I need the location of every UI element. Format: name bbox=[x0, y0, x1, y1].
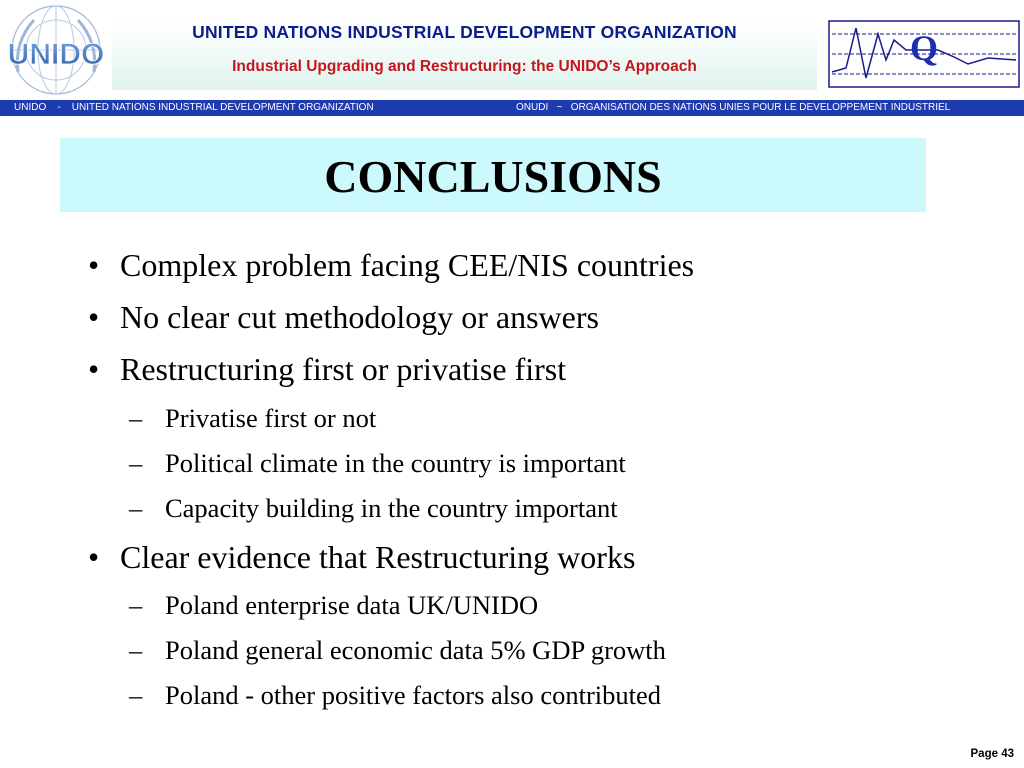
sub-bullet-text: Political climate in the country is important bbox=[165, 448, 626, 478]
bullet-text: No clear cut methodology or answers bbox=[120, 299, 599, 335]
sub-bullet-mark: – bbox=[129, 493, 143, 523]
organization-title: UNITED NATIONS INDUSTRIAL DEVELOPMENT ORGANIZATION bbox=[192, 22, 737, 42]
unido-logo-text: UNIDO bbox=[7, 38, 105, 71]
sub-bullet-text: Poland - other positive factors also contributed bbox=[165, 680, 662, 710]
sub-bullet-item bbox=[129, 403, 376, 434]
page-number: Page 43 bbox=[970, 748, 1014, 760]
bullet-mark: • bbox=[88, 247, 100, 283]
band-text-french: ONUDI ~ ORGANISATION DES NATIONS UNIES POUR LE DEVELOPPEMENT INDUSTRIEL bbox=[516, 102, 951, 113]
sub-bullet-text: Capacity building in the country important bbox=[165, 493, 618, 523]
sub-bullet-text: Poland general economic data 5% GDP growth bbox=[165, 635, 666, 665]
slide-title: CONCLUSIONS bbox=[324, 151, 662, 202]
sub-bullet-mark: – bbox=[129, 680, 143, 710]
sub-bullet-item bbox=[129, 493, 618, 524]
sub-bullet-text: Poland enterprise data UK/UNIDO bbox=[165, 590, 539, 620]
sub-bullet-item bbox=[129, 590, 538, 621]
bullet-mark: • bbox=[88, 351, 100, 387]
bullet-text: Complex problem facing CEE/NIS countries bbox=[120, 247, 695, 283]
sub-bullet-item bbox=[129, 680, 661, 711]
presentation-subtitle: Industrial Upgrading and Restructuring: the UNIDO’s Approach bbox=[232, 58, 697, 75]
sub-bullet-mark: – bbox=[129, 448, 143, 478]
bullet-mark: • bbox=[88, 299, 100, 335]
band-text-english: UNIDO - UNITED NATIONS INDUSTRIAL DEVELOPMENT ORGANIZATION bbox=[14, 102, 374, 113]
bullet-text: Restructuring first or privatise first bbox=[120, 351, 567, 387]
bullet-item bbox=[88, 247, 694, 284]
sub-bullet-mark: – bbox=[129, 403, 143, 433]
q-letter: Q bbox=[909, 28, 939, 68]
sub-bullet-mark: – bbox=[129, 635, 143, 665]
bullet-mark: • bbox=[88, 539, 100, 575]
bullet-item bbox=[88, 299, 599, 336]
bullet-item bbox=[88, 351, 566, 388]
bullet-text: Clear evidence that Restructuring works bbox=[120, 539, 636, 575]
sub-bullet-item bbox=[129, 635, 666, 666]
sub-bullet-mark: – bbox=[129, 590, 143, 620]
sub-bullet-item bbox=[129, 448, 626, 479]
bullet-item bbox=[88, 539, 635, 576]
sub-bullet-text: Privatise first or not bbox=[165, 403, 377, 433]
